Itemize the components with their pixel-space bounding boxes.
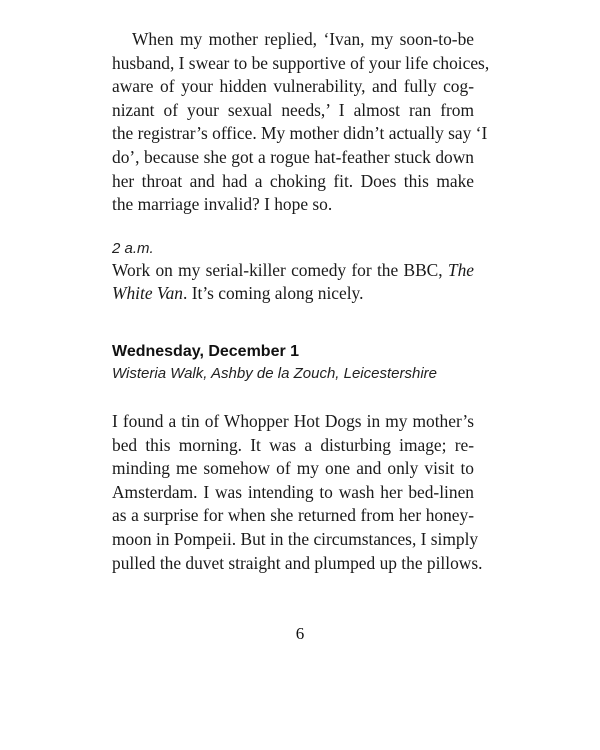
text-segment: Work on my serial-killer comedy for the BBC,	[112, 259, 443, 280]
text-line: her throat and had a choking fit. Does this make	[112, 170, 474, 191]
text-line: moon in Pompeii. But in the circumstances, I simply	[112, 528, 479, 549]
text-line: I found a tin of Whopper Hot Dogs in my mother’s	[112, 410, 474, 431]
text-line: the marriage invalid? I hope so.	[112, 194, 333, 215]
text-segment: . It’s coming along nicely.	[183, 283, 364, 304]
text-line: the registrar’s office. My mother didn’t actually say ‘I	[112, 123, 488, 144]
text-line: aware of your hidden vulnerability, and fully cog-	[112, 76, 474, 97]
text-line: Amsterdam. I was intending to wash her bed-linen	[112, 481, 474, 502]
text-line: When my mother replied, ‘Ivan, my soon-to-be	[132, 29, 474, 49]
paragraph-hot-dogs	[112, 410, 483, 575]
text-line: nizant of your sexual needs,’ I almost ran from	[112, 99, 474, 120]
paragraph-2am	[112, 259, 474, 306]
text-line: do’, because she got a rogue hat-feather stuck down	[112, 146, 474, 167]
text-line: husband, I swear to be supportive of your life choices,	[112, 52, 490, 73]
page-number: 6	[295, 624, 305, 643]
diary-location: Wisteria Walk, Ashby de la Zouch, Leicestershire	[112, 364, 437, 382]
show-title-part: White Van	[112, 283, 183, 304]
book-page	[112, 28, 490, 575]
text-line	[112, 259, 474, 283]
text-line: as a surprise for when she returned from her honey-	[112, 505, 474, 526]
diary-date-heading: Wednesday, December 1	[112, 342, 300, 360]
paragraph-wedding	[112, 28, 490, 217]
text-line: pulled the duvet straight and plumped up the pillows.	[112, 552, 483, 573]
text-line: minding me somehow of my one and only visit to	[112, 458, 474, 479]
show-title-part: The	[447, 259, 474, 280]
text-line: bed this morning. It was a disturbing image; re-	[112, 434, 474, 455]
text-line	[112, 282, 474, 306]
entry-time-heading: 2 a.m.	[112, 239, 154, 257]
